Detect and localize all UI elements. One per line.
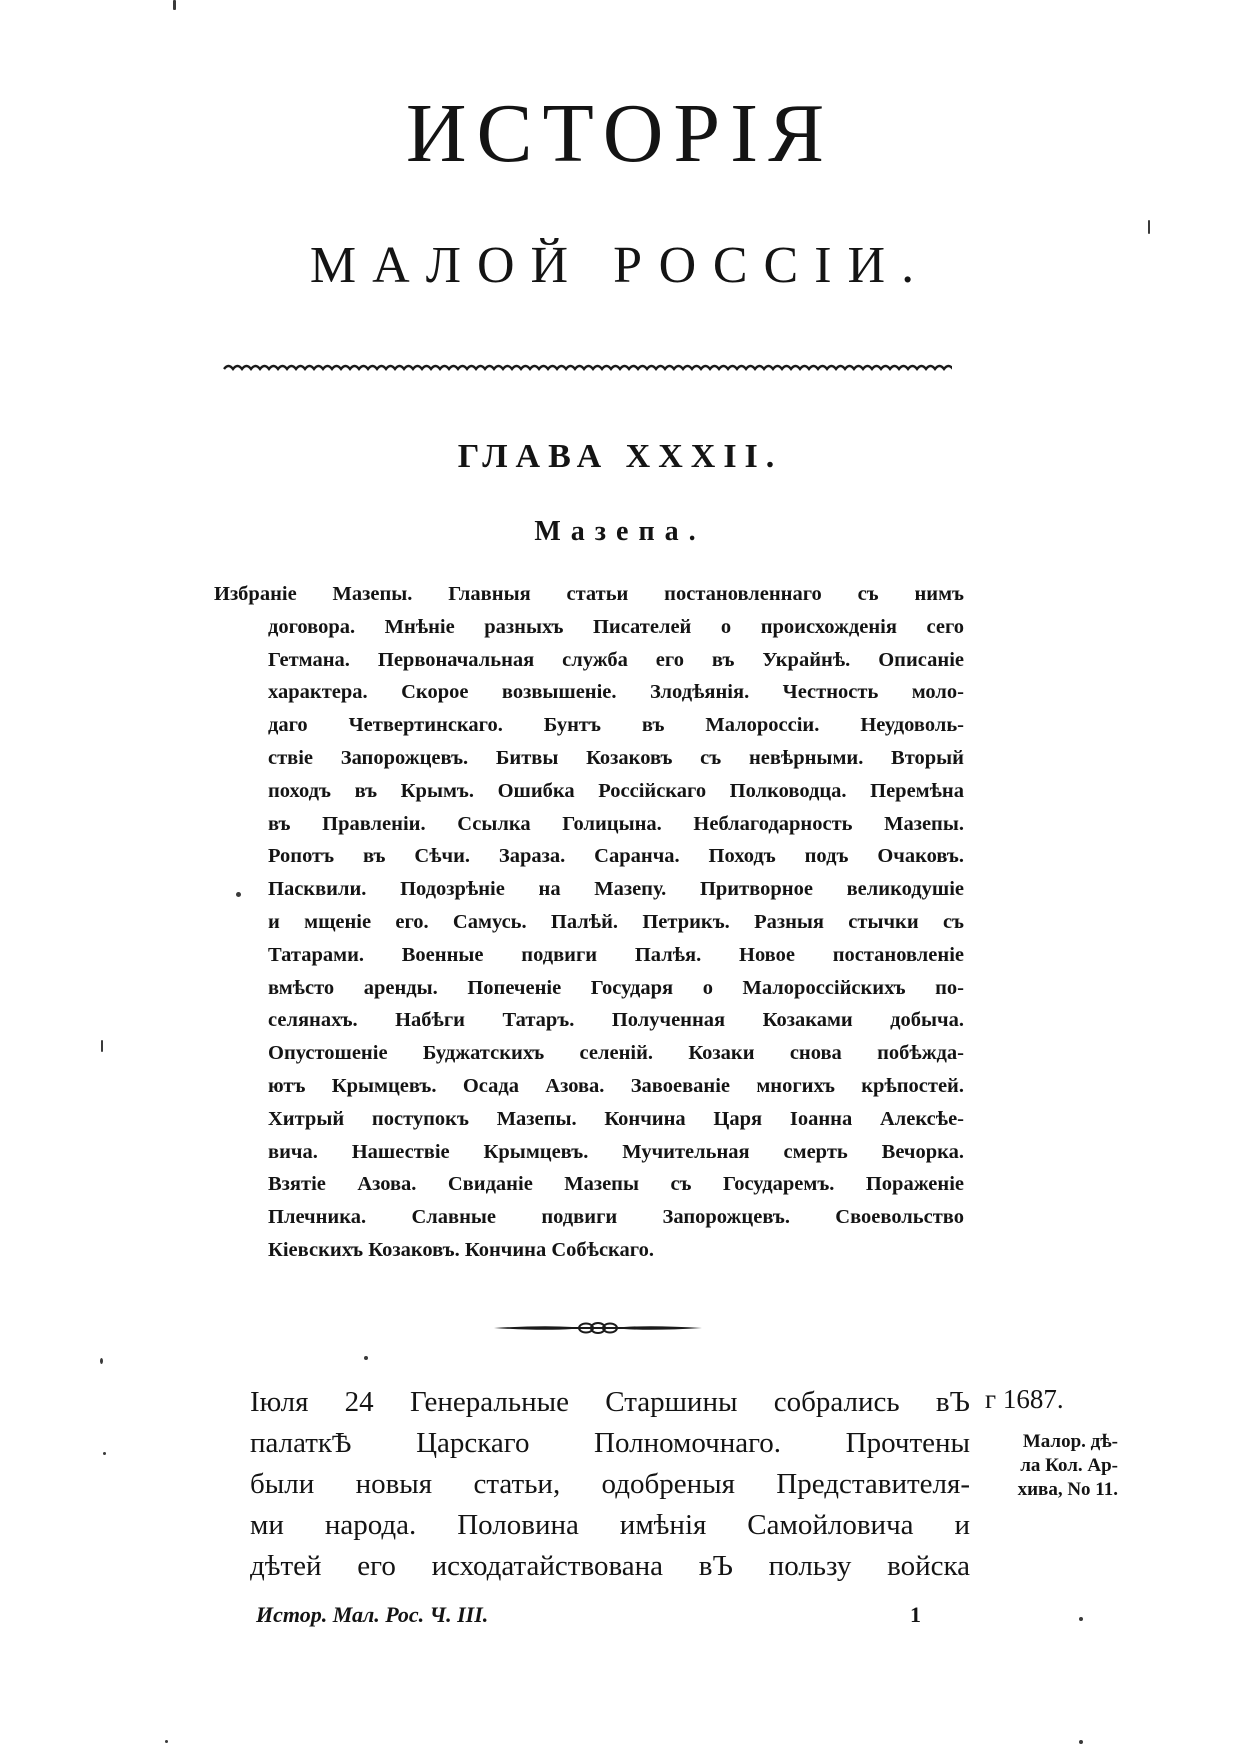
margin-note-line: ла Кол. Ар-	[1020, 1455, 1118, 1476]
margin-note-line: Малор. дѣ-	[1022, 1431, 1118, 1452]
summary-line: Опустошеніе Буджатскихъ селеній. Козаки снова побѣжда-	[268, 1042, 964, 1065]
scan-speck	[165, 1740, 168, 1743]
scan-speck	[364, 1356, 368, 1360]
scan-speck	[236, 892, 241, 897]
summary-line: ствіе Запорожцевъ. Битвы Козаковъ съ невѣрными. Вторый	[268, 746, 964, 769]
summary-line: Гетмана. Первоначальная служба его въ Украйнѣ. Описаніе	[268, 648, 964, 671]
summary-line: Пасквили. Подозрѣніе на Мазепу. Притворное великодушіе	[268, 878, 964, 901]
summary-line: Плечника. Славные подвиги Запорожцевъ. Своевольство	[268, 1206, 964, 1229]
body-paragraph	[250, 1382, 970, 1587]
summary-line: Хитрый поступокъ Мазепы. Кончина Царя Іоанна Алексѣе-	[268, 1107, 964, 1130]
scan-speck	[103, 1452, 106, 1455]
summary-line: Ропотъ въ Сѣчи. Зараза. Саранча. Походъ подъ Очаковъ.	[268, 845, 964, 868]
summary-line: въ Правленіи. Ссылка Голицына. Неблагодарность Мазепы.	[268, 812, 964, 835]
margin-note	[978, 1430, 1118, 1502]
scan-speck	[173, 0, 176, 10]
ornament-divider	[492, 1320, 704, 1336]
book-title: ИСТОРІЯ	[405, 87, 835, 180]
summary-line: Татарами. Военные подвиги Палѣя. Новое постановленіе	[268, 943, 964, 966]
body-line: дѣтей его исходатайствована вЪ пользу войска	[250, 1550, 970, 1582]
summary-line: даго Четвертинскаго. Бунтъ въ Малороссіи. Неудоволь-	[268, 714, 964, 737]
summary-line: Кіевскихъ Козаковъ. Кончина Собѣскаго.	[268, 1238, 654, 1261]
chapter-heading: ГЛАВА XXXII.	[457, 438, 783, 475]
summary-line: договора. Мнѣніе разныхъ Писателей о происхожденія сего	[268, 615, 964, 638]
summary-line: вича. Нашествіе Крымцевъ. Мучительная смерть Вечорка.	[268, 1140, 964, 1163]
summary-line: Взятіе Азова. Свиданіе Мазепы съ Государемъ. Пораженіе	[268, 1173, 964, 1196]
body-line: палаткѢ Царскаго Полномочнаго. Прочтены	[250, 1427, 970, 1459]
scan-speck	[100, 1358, 103, 1364]
chapter-name: Мазепа.	[534, 516, 706, 547]
body-line: Іюля 24 Генеральные Старшины собрались вЪ	[250, 1386, 970, 1418]
body-line: ми народа. Половина имѣнія Самойловича и	[250, 1509, 970, 1541]
wavy-divider	[222, 360, 952, 378]
summary-line: Избраніе Мазепы. Главныя статьи постановленнаго съ нимъ	[214, 583, 964, 605]
book-subtitle: МАЛОЙ РОССІИ.	[309, 237, 931, 294]
summary-line: ютъ Крымцевъ. Осада Азова. Завоеваніе многихъ крѣпостей.	[268, 1074, 964, 1097]
summary-line: и мщеніе его. Самусь. Палѣй. Петрикъ. Разныя стычки съ	[268, 910, 964, 933]
margin-year: г 1687.	[985, 1384, 1064, 1414]
scan-speck	[1079, 1740, 1083, 1744]
scan-speck	[101, 1040, 103, 1052]
summary-line: селянахъ. Набѣги Татаръ. Полученная Козаками добыча.	[268, 1009, 964, 1032]
scan-speck	[1148, 220, 1150, 234]
summary-line: характера. Скорое возвышеніе. Злодѣянія. Честность моло-	[268, 681, 964, 704]
signature-mark: Истор. Мал. Рос. Ч. III.	[256, 1602, 489, 1627]
margin-note-line: хива, No 11.	[1017, 1479, 1118, 1500]
summary-line: вмѣсто аренды. Попеченіе Государя о Малороссійскихъ по-	[268, 976, 964, 999]
page-number: 1	[910, 1602, 921, 1627]
summary-line: походъ въ Крымъ. Ошибка Россійскаго Полководца. Перемѣна	[268, 779, 964, 802]
scan-speck	[1079, 1617, 1083, 1621]
body-line: были новыя статьи, одобреныя Представителя-	[250, 1468, 970, 1500]
chapter-summary	[214, 578, 964, 1267]
